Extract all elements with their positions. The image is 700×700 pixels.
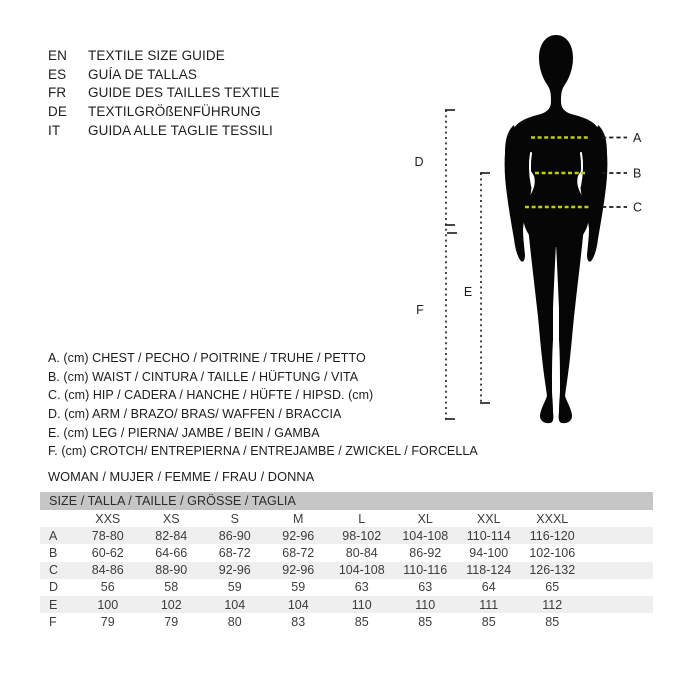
language-code: ES <box>48 66 67 82</box>
table-cell: 126-132 <box>529 563 576 578</box>
table-header-bar <box>40 492 653 510</box>
table-cell: 59 <box>291 580 306 595</box>
table-cell: 84-86 <box>91 563 124 578</box>
table-cell: 64-66 <box>155 545 188 560</box>
legend-line: F. (cm) CROTCH/ ENTREPIERNA / ENTREJAMBE / ZWICKEL / FORCELLA <box>48 444 478 459</box>
language-code: IT <box>48 122 61 138</box>
table-cell: 80-84 <box>345 545 378 560</box>
table-row <box>40 613 653 630</box>
legend-line: B. (cm) WAIST / CINTURA / TAILLE / HÜFTUNG / VITA <box>48 369 359 384</box>
table-cell: 104-108 <box>402 528 449 543</box>
woman-silhouette <box>505 35 608 423</box>
table-row <box>40 579 653 596</box>
language-row <box>48 102 280 121</box>
table-row <box>40 562 653 579</box>
gender-line: WOMAN / MUJER / FEMME / FRAU / DONNA <box>48 469 315 484</box>
table-cell: 59 <box>227 580 242 595</box>
table-cell: 92-96 <box>282 563 315 578</box>
table-header-label: SIZE / TALLA / TAILLE / GRÖSSE / TAGLIA <box>49 494 296 508</box>
table-cell: 102 <box>160 597 182 612</box>
table-column-header: L <box>358 511 366 526</box>
title-language-block <box>48 46 280 139</box>
table-column-header: XXL <box>476 511 501 526</box>
legend-line: A. (cm) CHEST / PECHO / POITRINE / TRUHE / PETTO <box>48 351 366 366</box>
table-row-label: E <box>49 597 58 612</box>
table-cell: 68-72 <box>218 545 251 560</box>
table-cell: 112 <box>542 597 563 612</box>
table-column-header: M <box>293 511 304 526</box>
language-row <box>48 83 280 102</box>
table-cell: 92-96 <box>282 528 315 543</box>
table-row <box>40 596 653 613</box>
language-row <box>48 121 280 140</box>
legend-line: C. (cm) HIP / CADERA / HANCHE / HÜFTE / HIPSD. (cm) <box>48 388 374 403</box>
table-cell: 86-92 <box>409 545 442 560</box>
table-cell: 111 <box>479 597 499 612</box>
table-cell: 94-100 <box>469 545 509 560</box>
marker-label-e: E <box>463 285 473 299</box>
table-cell: 110-116 <box>403 563 448 578</box>
table-cell: 104 <box>224 597 246 612</box>
marker-label-b: B <box>633 166 642 181</box>
table-column-header: XL <box>417 511 433 526</box>
table-row-label: B <box>49 545 58 560</box>
table-row-label: C <box>49 563 59 578</box>
table-cell: 64 <box>481 580 496 595</box>
table-cell: 85 <box>418 614 433 629</box>
table-size-header-row <box>40 510 653 527</box>
table-column-header: XXXL <box>536 511 569 526</box>
table-cell: 68-72 <box>282 545 315 560</box>
table-cell: 92-96 <box>218 563 251 578</box>
table-cell: 118-124 <box>466 563 512 578</box>
table-cell: 63 <box>354 580 369 595</box>
language-code: DE <box>48 103 67 119</box>
language-label: GUÍA DE TALLAS <box>88 66 197 82</box>
language-row <box>48 65 280 84</box>
table-column-header: XXS <box>95 511 121 526</box>
legend-line: E. (cm) LEG / PIERNA/ JAMBE / BEIN / GAMBA <box>48 425 320 440</box>
marker-label-a: A <box>633 131 642 145</box>
table-row-label: F <box>49 614 57 629</box>
table-cell: 58 <box>164 580 179 595</box>
table-cell: 102-106 <box>529 545 576 560</box>
table-cell: 116-120 <box>529 528 575 543</box>
table-cell: 82-84 <box>155 528 188 543</box>
table-cell: 65 <box>545 580 560 595</box>
table-cell: 110 <box>351 597 372 612</box>
table-cell: 98-102 <box>342 528 382 543</box>
legend-line: D. (cm) ARM / BRAZO/ BRAS/ WAFFEN / BRACCIA <box>48 407 342 422</box>
table-row <box>40 544 653 561</box>
language-label: GUIDE DES TAILLES TEXTILE <box>88 85 280 101</box>
table-cell: 78-80 <box>91 528 124 543</box>
table-body <box>40 510 653 630</box>
table-cell: 88-90 <box>155 563 188 578</box>
table-cell: 83 <box>291 614 306 629</box>
table-cell: 104 <box>287 597 309 612</box>
table-cell: 79 <box>100 614 115 629</box>
measurement-legend <box>48 349 478 461</box>
table-row <box>40 527 653 544</box>
table-cell: 85 <box>481 614 496 629</box>
table-cell: 104-108 <box>338 563 385 578</box>
table-cell: 79 <box>164 614 179 629</box>
table-cell: 110-114 <box>466 528 511 543</box>
marker-label-f: F <box>416 303 424 317</box>
table-cell: 85 <box>545 614 560 629</box>
language-label: TEXTILGRÖßENFÜHRUNG <box>88 103 261 119</box>
table-cell: 110 <box>415 597 436 612</box>
table-row-label: D <box>49 580 59 595</box>
size-table <box>40 492 653 630</box>
table-column-header: XS <box>162 511 180 526</box>
table-column-header: S <box>230 511 239 526</box>
table-cell: 60-62 <box>91 545 124 560</box>
table-cell: 80 <box>227 614 242 629</box>
language-code: FR <box>48 85 67 101</box>
language-label: TEXTILE SIZE GUIDE <box>88 47 225 63</box>
table-cell: 63 <box>418 580 433 595</box>
table-cell: 86-90 <box>218 528 251 543</box>
language-label: GUIDA ALLE TAGLIE TESSILI <box>88 122 273 138</box>
table-row-label: A <box>49 528 58 543</box>
table-cell: 100 <box>97 597 119 612</box>
table-cell: 56 <box>100 580 115 595</box>
language-code: EN <box>48 47 67 63</box>
language-row <box>48 46 280 65</box>
marker-label-d: D <box>414 155 424 169</box>
table-cell: 85 <box>354 614 369 629</box>
marker-label-c: C <box>633 200 643 215</box>
